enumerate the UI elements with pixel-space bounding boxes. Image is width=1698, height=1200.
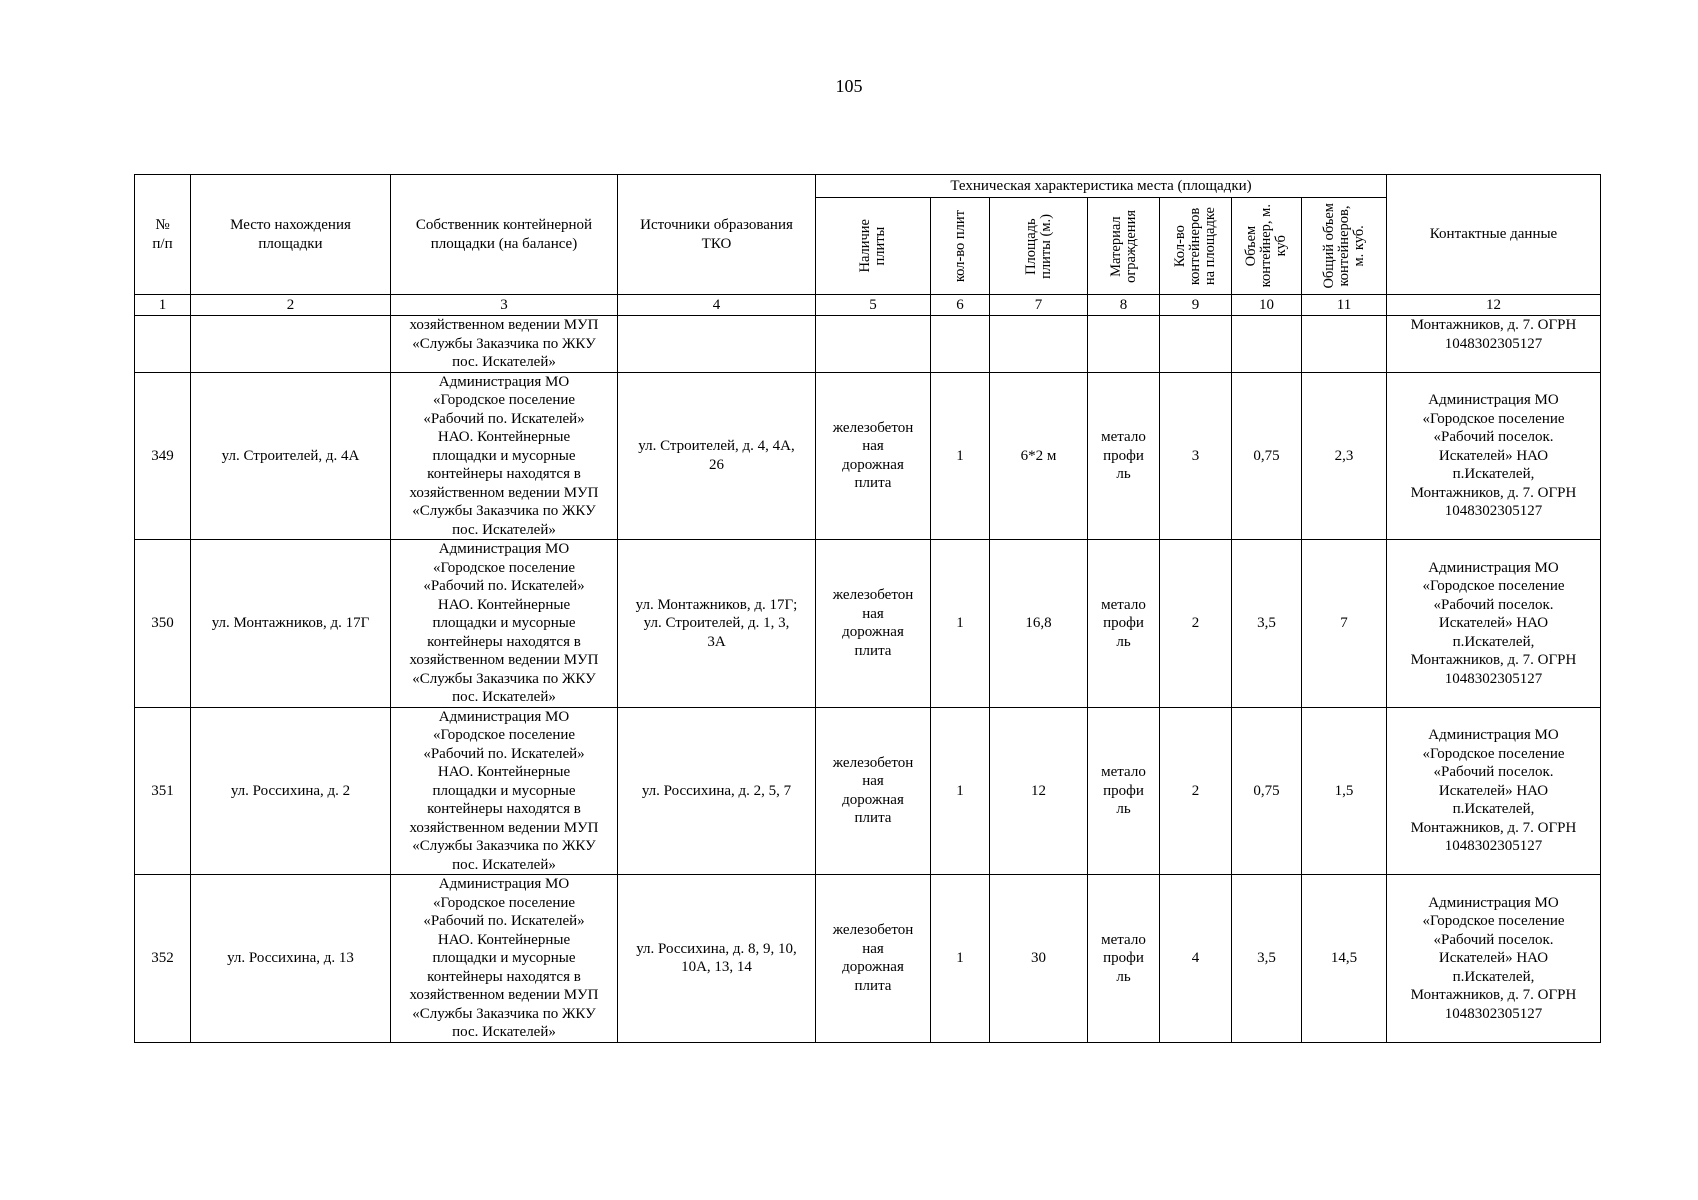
row-contacts: Администрация МО «Городское поселение «Рабочий поселок. Искателей» НАО п.Искателей, Монтажников, д. 7. ОГРН 1048302305127 — [1387, 372, 1601, 540]
row-contacts: Администрация МО «Городское поселение «Рабочий поселок. Искателей» НАО п.Искателей, Монтажников, д. 7. ОГРН 1048302305127 — [1387, 875, 1601, 1043]
row-area: 30 — [990, 875, 1088, 1043]
column-number: 8 — [1088, 295, 1160, 316]
row-area: 16,8 — [990, 540, 1088, 708]
table-row — [135, 875, 1601, 1043]
header-volume: Объем контейнер, м. куб — [1243, 204, 1289, 288]
header-containers: Кол-во контейнеров на площадке — [1172, 206, 1218, 286]
column-number: 6 — [931, 295, 990, 316]
table-body — [135, 175, 1601, 1043]
row-owner: Администрация МО «Городское поселение «Рабочий по. Искателей» НАО. Контейнерные площадки и мусорные контейнеры находятся в хозяйственном ведении МУП «Службы Заказчика по ЖКУ пос. Искателей» — [391, 540, 618, 708]
row-volume: 0,75 — [1232, 707, 1302, 875]
column-number: 10 — [1232, 295, 1302, 316]
row-volume: 3,5 — [1232, 875, 1302, 1043]
row-sources: ул. Россихина, д. 2, 5, 7 — [618, 707, 816, 875]
header-volume-cell — [1232, 198, 1302, 295]
row-num: 351 — [135, 707, 191, 875]
row-location: ул. Строителей, д. 4А — [191, 372, 391, 540]
row-sources: ул. Монтажников, д. 17Г; ул. Строителей, д. 1, 3, 3А — [618, 540, 816, 708]
header-tech-group: Техническая характеристика места (площадки) — [816, 175, 1387, 198]
continuation-row — [135, 316, 1601, 373]
row-location: ул. Россихина, д. 13 — [191, 875, 391, 1043]
row-location: ул. Монтажников, д. 17Г — [191, 540, 391, 708]
row-slab: железобетон ная дорожная плита — [816, 540, 931, 708]
row-slab: железобетон ная дорожная плита — [816, 875, 931, 1043]
table-row — [135, 707, 1601, 875]
header-sources: Источники образования ТКО — [618, 175, 816, 295]
column-number: 3 — [391, 295, 618, 316]
header-num: № п/п — [135, 175, 191, 295]
row-containers: 2 — [1160, 707, 1232, 875]
continuation-owner: хозяйственном ведении МУП «Службы Заказчика по ЖКУ пос. Искателей» — [391, 316, 618, 373]
row-containers: 3 — [1160, 372, 1232, 540]
row-slab-count: 1 — [931, 875, 990, 1043]
header-area-cell — [990, 198, 1088, 295]
header-slab-count-cell — [931, 198, 990, 295]
header-area: Площадь плиты (м.) — [1022, 213, 1054, 279]
row-volume: 0,75 — [1232, 372, 1302, 540]
row-owner: Администрация МО «Городское поселение «Рабочий по. Искателей» НАО. Контейнерные площадки и мусорные контейнеры находятся в хозяйственном ведении МУП «Службы Заказчика по ЖКУ пос. Искателей» — [391, 372, 618, 540]
row-area: 6*2 м — [990, 372, 1088, 540]
row-contacts: Администрация МО «Городское поселение «Рабочий поселок. Искателей» НАО п.Искателей, Монтажников, д. 7. ОГРН 1048302305127 — [1387, 540, 1601, 708]
header-contacts: Контактные данные — [1387, 175, 1601, 295]
row-fence: метало профи ль — [1088, 372, 1160, 540]
row-num: 349 — [135, 372, 191, 540]
row-slab-count: 1 — [931, 540, 990, 708]
header-fence: Материал ограждения — [1107, 209, 1139, 283]
row-num: 352 — [135, 875, 191, 1043]
row-slab: железобетон ная дорожная плита — [816, 707, 931, 875]
row-slab-count: 1 — [931, 707, 990, 875]
table-row — [135, 540, 1601, 708]
row-total-volume: 2,3 — [1302, 372, 1387, 540]
row-owner: Администрация МО «Городское поселение «Рабочий по. Искателей» НАО. Контейнерные площадки и мусорные контейнеры находятся в хозяйственном ведении МУП «Службы Заказчика по ЖКУ пос. Искателей» — [391, 707, 618, 875]
row-area: 12 — [990, 707, 1088, 875]
column-number: 11 — [1302, 295, 1387, 316]
row-num: 350 — [135, 540, 191, 708]
continuation-contacts: Монтажников, д. 7. ОГРН 1048302305127 — [1387, 316, 1601, 373]
row-containers: 2 — [1160, 540, 1232, 708]
row-containers: 4 — [1160, 875, 1232, 1043]
header-total-volume: Общий объем контейнеров, м. куб. — [1320, 203, 1367, 289]
row-total-volume: 7 — [1302, 540, 1387, 708]
header-fence-cell — [1088, 198, 1160, 295]
header-location: Место нахождения площадки — [191, 175, 391, 295]
row-total-volume: 1,5 — [1302, 707, 1387, 875]
header-owner: Собственник контейнерной площадки (на балансе) — [391, 175, 618, 295]
row-slab-count: 1 — [931, 372, 990, 540]
row-fence: метало профи ль — [1088, 540, 1160, 708]
header-total-volume-cell — [1302, 198, 1387, 295]
row-sources: ул. Строителей, д. 4, 4А, 26 — [618, 372, 816, 540]
column-number: 4 — [618, 295, 816, 316]
row-slab: железобетон ная дорожная плита — [816, 372, 931, 540]
column-number: 2 — [191, 295, 391, 316]
column-number: 1 — [135, 295, 191, 316]
row-volume: 3,5 — [1232, 540, 1302, 708]
header-slab-count: кол-во плит — [951, 209, 968, 283]
header-slab-cell — [816, 198, 931, 295]
row-total-volume: 14,5 — [1302, 875, 1387, 1043]
column-number: 7 — [990, 295, 1088, 316]
page-number: 105 — [835, 76, 863, 96]
column-number: 12 — [1387, 295, 1601, 316]
row-fence: метало профи ль — [1088, 707, 1160, 875]
row-owner: Администрация МО «Городское поселение «Рабочий по. Искателей» НАО. Контейнерные площадки и мусорные контейнеры находятся в хозяйственном ведении МУП «Службы Заказчика по ЖКУ пос. Искателей» — [391, 875, 618, 1043]
row-sources: ул. Россихина, д. 8, 9, 10, 10А, 13, 14 — [618, 875, 816, 1043]
column-number-row — [135, 295, 1601, 316]
header-containers-cell — [1160, 198, 1232, 295]
column-number: 5 — [816, 295, 931, 316]
table-row — [135, 372, 1601, 540]
header-row-1 — [135, 175, 1601, 198]
row-location: ул. Россихина, д. 2 — [191, 707, 391, 875]
row-contacts: Администрация МО «Городское поселение «Рабочий поселок. Искателей» НАО п.Искателей, Монтажников, д. 7. ОГРН 1048302305127 — [1387, 707, 1601, 875]
header-slab: Наличие плиты — [857, 219, 888, 273]
column-number: 9 — [1160, 295, 1232, 316]
register-table — [134, 174, 1601, 1043]
row-fence: метало профи ль — [1088, 875, 1160, 1043]
